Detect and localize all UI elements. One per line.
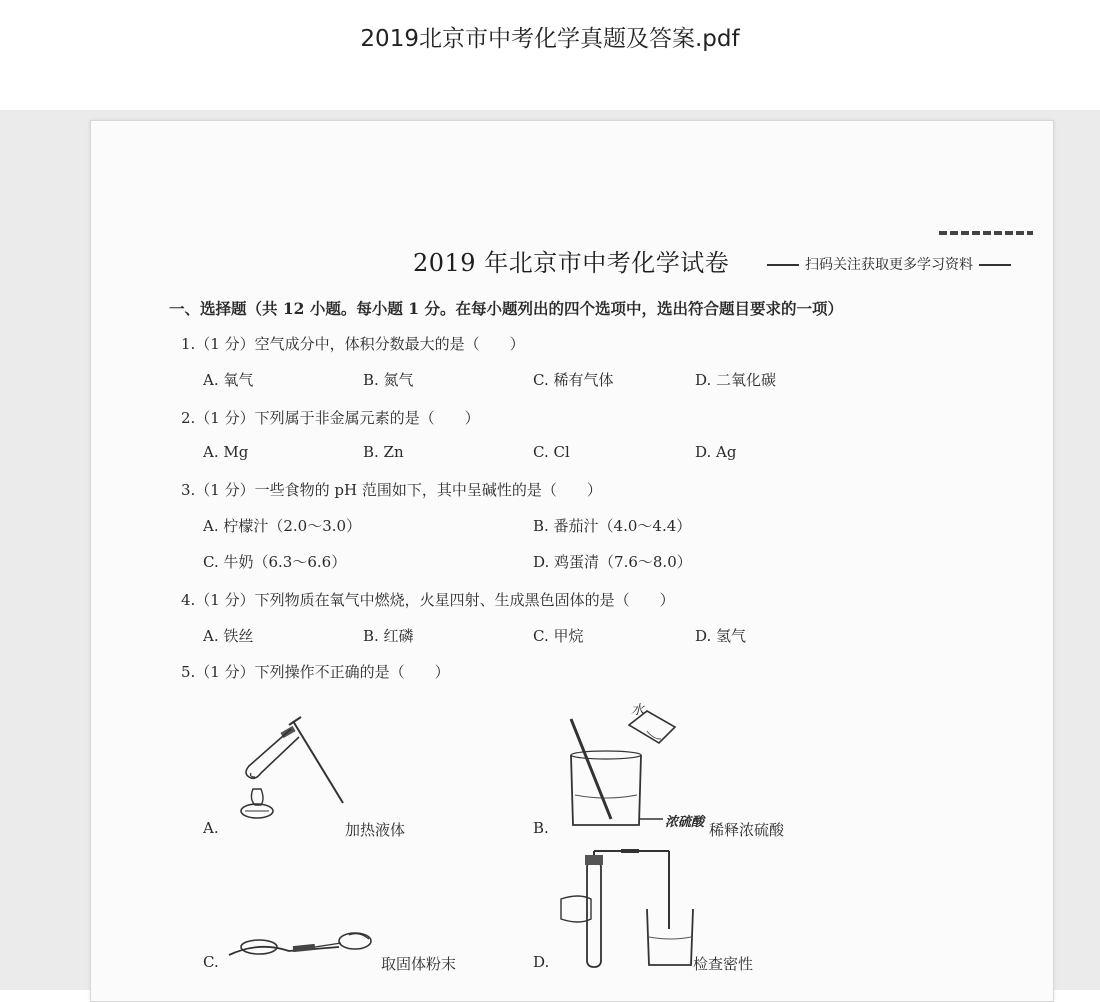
pdf-page: [90, 120, 1054, 1002]
q5-option-a-letter: A.: [203, 819, 219, 837]
promo-text: [761, 254, 1017, 274]
title-bar: [0, 0, 1100, 110]
q4-option-d: D. 氢气: [695, 627, 747, 645]
q3-option-d: D. 鸡蛋清（7.6～8.0）: [533, 553, 692, 571]
q3-option-b: B. 番茄汁（4.0～4.4）: [533, 517, 692, 535]
q5-option-a-caption: 加热液体: [345, 821, 406, 839]
promo-label: 扫码关注获取更多学习资料: [805, 257, 973, 273]
section-heading: 一、选择题（共 12 小题。每小题 1 分。在每小题列出的四个选项中，选出符合题目要求的一项）: [169, 299, 843, 318]
question-4-stem: 4.（1 分）下列物质在氧气中燃烧，火星四射、生成黑色固体的是（ ）: [181, 591, 675, 609]
q1-option-d: D. 二氧化碳: [695, 371, 777, 389]
q2-option-b: B. Zn: [363, 443, 404, 461]
q2-option-a: A. Mg: [203, 443, 249, 461]
water-label: 水: [631, 703, 645, 718]
q4-option-a: A. 铁丝: [203, 627, 254, 645]
q5-option-c-letter: C.: [203, 953, 219, 971]
q1-option-b: B. 氮气: [363, 371, 414, 389]
q3-option-c: C. 牛奶（6.3～6.6）: [203, 553, 347, 571]
acid-label: 浓硫酸: [665, 815, 705, 830]
q4-option-b: B. 红磷: [363, 627, 414, 645]
exam-title: 2019 年北京市中考化学试卷: [413, 249, 730, 277]
q1-option-c: C. 稀有气体: [533, 371, 614, 389]
q5-option-b-letter: B.: [533, 819, 549, 837]
q3-option-a: A. 柠檬汁（2.0～3.0）: [203, 517, 362, 535]
question-3-stem: 3.（1 分）一些食物的 pH 范围如下，其中呈碱性的是（ ）: [181, 481, 602, 499]
q2-option-d: D. Ag: [695, 443, 737, 461]
question-5-stem: 5.（1 分）下列操作不正确的是（ ）: [181, 663, 450, 681]
q5-option-c-caption: 取固体粉末: [381, 955, 457, 973]
question-1-stem: 1.（1 分）空气成分中，体积分数最大的是（ ）: [181, 335, 525, 353]
q4-option-c: C. 甲烷: [533, 627, 584, 645]
q5-option-d-caption: 检查密性: [693, 955, 754, 973]
q5-option-d-letter: D.: [533, 953, 550, 971]
q5-option-b-caption: 稀释浓硫酸: [709, 821, 785, 839]
promo-rule-left: [767, 264, 799, 266]
dilute-acid-illustration: [551, 699, 691, 829]
q2-option-c: C. Cl: [533, 443, 570, 461]
airtightness-check-illustration: [561, 849, 711, 974]
q1-option-a: A. 氧气: [203, 371, 254, 389]
heating-liquid-illustration: [231, 711, 351, 836]
promo-rule-right: [979, 264, 1011, 266]
question-2-stem: 2.（1 分）下列属于非金属元素的是（ ）: [181, 409, 480, 427]
page-corner-mark: [939, 231, 1033, 235]
file-title: 2019北京市中考化学真题及答案.pdf: [360, 26, 740, 52]
solid-powder-illustration: [229, 925, 379, 965]
